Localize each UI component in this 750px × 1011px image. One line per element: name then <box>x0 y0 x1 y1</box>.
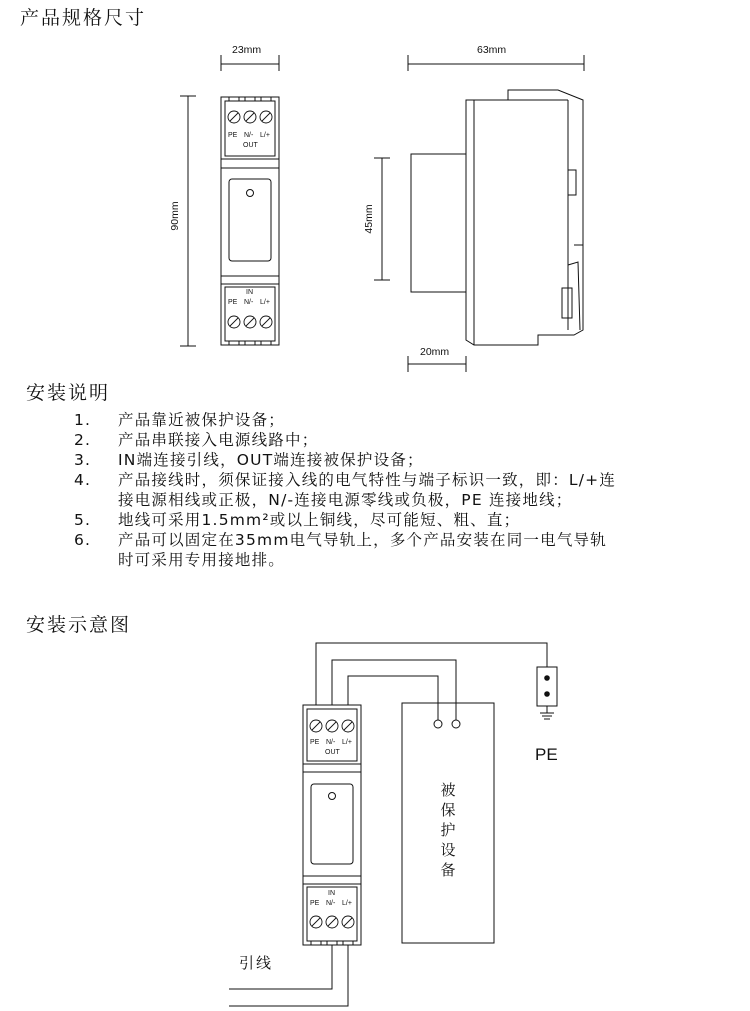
diagram-out-pe-label: PE <box>310 739 320 746</box>
diagram-section-title: 安装示意图 <box>26 614 132 636</box>
instruction-item-6: 6. 产品可以固定在35mm电气导轨上，多个产品安装在同一电气导轨 <box>74 531 607 549</box>
instruction-item-2: 2. 产品串联接入电源线路中； <box>74 431 319 449</box>
front-out-pe-label: PE <box>228 132 238 139</box>
front-in-label: IN <box>246 289 253 296</box>
instruction-item-4-continued: 接电源相线或正极，N/-连接电源零线或负极，PE 连接地线； <box>118 491 573 509</box>
front-out-label: OUT <box>243 142 258 149</box>
front-out-l-label: L/+ <box>260 132 270 139</box>
side-bottom-dimension: 20mm <box>420 346 450 358</box>
spec-section-title: 产品规格尺寸 <box>20 7 147 29</box>
wiring-lines <box>229 643 547 1006</box>
side-width-dimension: 63mm <box>477 44 507 56</box>
diagram-in-n-label: N/- <box>326 900 336 907</box>
lead-wire-label: 引线 <box>239 954 274 972</box>
diagram-out-l-label: L/+ <box>342 739 352 746</box>
front-in-l-label: L/+ <box>260 299 270 306</box>
front-in-n-label: N/- <box>244 299 254 306</box>
diagram-out-label: OUT <box>325 749 340 756</box>
instruction-item-6-continued: 时可采用专用接地排。 <box>118 551 286 569</box>
instruction-item-3: 3. IN端连接引线，OUT端连接被保护设备； <box>74 451 424 469</box>
front-in-pe-label: PE <box>228 299 238 306</box>
pe-ground-terminal <box>537 667 557 719</box>
pe-ground-label: PE <box>535 745 558 764</box>
instruction-item-1: 1. 产品靠近被保护设备； <box>74 411 286 429</box>
side-height-dimension: 45mm <box>363 204 375 234</box>
protected-equipment-label: 被 保 护 设 备 <box>440 781 456 879</box>
diagram-in-pe-label: PE <box>310 900 320 907</box>
front-height-dimension: 90mm <box>169 201 181 231</box>
diagram-out-n-label: N/- <box>326 739 336 746</box>
front-width-dimension: 23mm <box>232 44 262 56</box>
diagram-in-l-label: L/+ <box>342 900 352 907</box>
front-out-n-label: N/- <box>244 132 254 139</box>
instruction-item-5: 5. 地线可采用1.5mm²或以上铜线，尽可能短、粗、直； <box>74 511 521 529</box>
install-section-title: 安装说明 <box>26 382 111 404</box>
diagram-in-label: IN <box>328 890 335 897</box>
instruction-item-4: 4. 产品接线时，须保证接入线的电气特性与端子标识一致，即：L/+连 <box>74 471 617 489</box>
